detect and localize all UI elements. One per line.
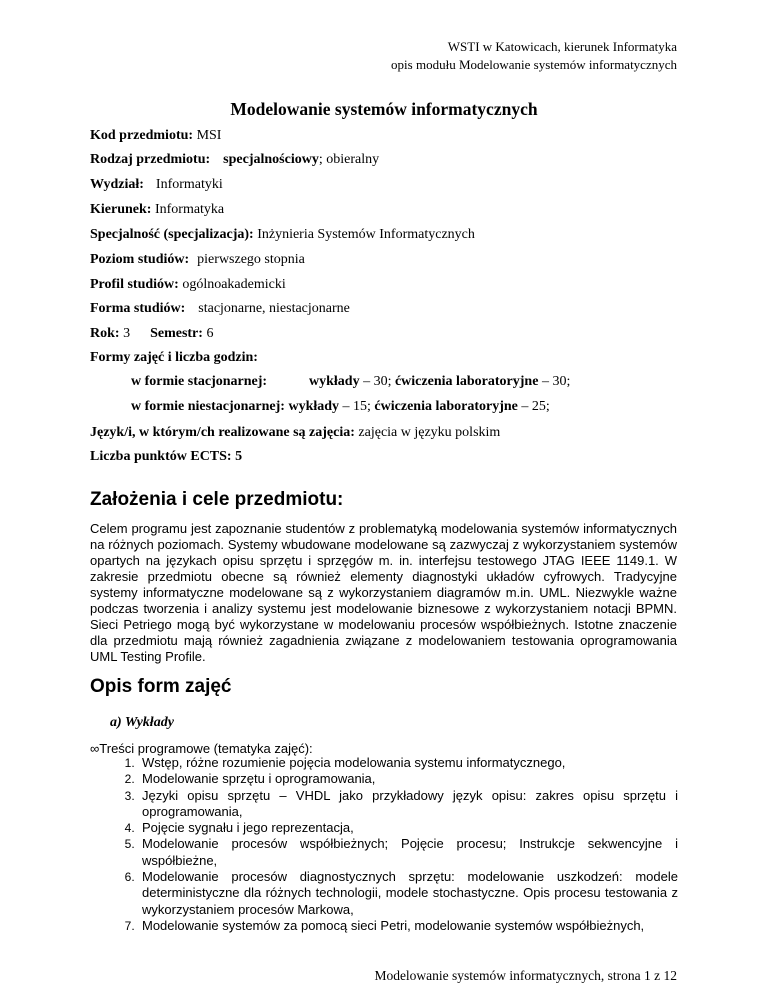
niestacjonarne-wyklady-label: wykłady	[288, 399, 340, 414]
field-specjalnosc-label: Specjalność (specjalizacja):	[90, 227, 254, 242]
field-wydzial	[90, 176, 223, 194]
section-forms-heading: Opis form zajęć	[90, 676, 232, 697]
field-rok-label: Rok:	[90, 326, 120, 341]
field-poziom	[90, 251, 305, 269]
topics-bullet	[90, 741, 313, 756]
field-forma-label: Forma studiów:	[90, 301, 186, 316]
field-rodzaj-value-bold: specjalnościowy	[223, 152, 319, 167]
header-line-1: WSTI w Katowicach, kierunek Informatyka	[447, 39, 677, 54]
field-jezyk	[90, 424, 500, 442]
field-ects	[90, 448, 242, 466]
topics-list	[90, 755, 678, 934]
list-item: 3. Języki opisu sprzętu – VHDL jako przykładowy język opisu: zakres opisu sprzętu i oprogramowania,	[138, 788, 678, 821]
field-rodzaj	[90, 151, 379, 169]
field-ects-value: 5	[235, 449, 243, 464]
field-jezyk-label: Język/i, w którym/ch realizowane są zajęcia:	[90, 425, 355, 440]
infinity-bullet-icon: ∞	[90, 741, 100, 756]
field-rok-value: 3	[123, 326, 131, 341]
list-item: 7. Modelowanie systemów za pomocą sieci Petri, modelowanie systemów współbieżnych,	[138, 918, 678, 934]
field-semestr-label: Semestr:	[150, 326, 203, 341]
niestacjonarne-wyklady-value: 15	[353, 399, 368, 414]
field-kierunek-label: Kierunek:	[90, 202, 152, 217]
field-jezyk-value: zajęcia w języku polskim	[358, 425, 501, 440]
field-ects-label: Liczba punktów ECTS:	[90, 449, 232, 464]
field-kierunek	[90, 201, 224, 219]
stacjonarne-cwiczenia-label: ćwiczenia laboratoryjne	[394, 374, 539, 389]
field-forma	[90, 300, 350, 318]
page-footer: Modelowanie systemów informatycznych, strona 1 z 12	[374, 968, 677, 983]
stacjonarne-cwiczenia-value: 30	[552, 374, 567, 389]
section-goals-text: Celem programu jest zapoznanie studentów z problematyką modelowania systemów informatycznych na różnych poziomach. Systemy wbudowane modelowane są zazwyczaj z wykorzystaniem systemów opartych na językach opisu sprzętu i sprzęgów m. in. interfejsu testowego JTAG IEEE 1149.1. W zakresie przedmiotu obecne są również elementy diagnostyki układów cyfrowych. Tradycyjne systemy informatyczne modelowane są z wykorzystaniem diagramów m.in. UML. Niezwykle ważne podczas tworzenia i analizy systemu jest modelowanie biznesowe z wykorzystaniem notacji BPMN. Sieci Petriego mogą być wykorzystane w modelowaniu procesów współbieżnych. Istotne znaczenie dla przedmiotu mają również zagadnienia związane z modelowaniem testowania oprogramowania UML Testing Profile.	[90, 521, 677, 664]
section-forms-subheading: a) Wykłady	[110, 715, 174, 730]
field-wydzial-value: Informatyki	[155, 177, 223, 192]
stacjonarne-label: w formie stacjonarnej:	[131, 374, 268, 389]
field-poziom-value: pierwszego stopnia	[197, 252, 305, 267]
field-poziom-label: Poziom studiów:	[90, 252, 190, 267]
list-item: 2. Modelowanie sprzętu i oprogramowania,	[138, 771, 678, 787]
niestacjonarne-cwiczenia-value: 25	[531, 399, 546, 414]
field-specjalnosc-value: Inżynieria Systemów Informatycznych	[257, 227, 475, 242]
stacjonarne-wyklady-value: 30	[373, 374, 388, 389]
formy-niestacjonarne-row: w formie niestacjonarnej: wykłady – 15; ćwiczenia laboratoryjne – 25;	[131, 399, 550, 414]
list-item: 6. Modelowanie procesów diagnostycznych sprzętu: modelowanie uszkodzeń: modele deterministyczne dla różnych technologii, modele stochastyczne. Opis procesu testowania z wykorzystaniem procesów Markowa,	[138, 869, 678, 918]
field-profil	[90, 276, 286, 294]
formy-stacjonarne-row: w formie stacjonarnej: wykłady – 30; ćwiczenia laboratoryjne – 30;	[131, 374, 571, 389]
topics-bullet-text: Treści programowe (tematyka zajęć):	[99, 741, 313, 756]
section-goals-heading: Założenia i cele przedmiotu:	[90, 489, 344, 510]
field-kod-label: Kod przedmiotu:	[90, 128, 194, 143]
list-item: 5. Modelowanie procesów współbieżnych; Pojęcie procesu; Instrukcje sekwencyjne i współbieżne,	[138, 836, 678, 869]
niestacjonarne-cwiczenia-label: ćwiczenia laboratoryjne	[374, 399, 518, 414]
field-semestr-value: 6	[206, 326, 214, 341]
field-specjalnosc	[90, 226, 475, 244]
field-kierunek-value: Informatyka	[154, 202, 225, 217]
field-profil-label: Profil studiów:	[90, 277, 179, 292]
field-rodzaj-value-rest: ; obieralny	[318, 152, 380, 167]
field-kod-value: MSI	[196, 128, 222, 143]
page-header	[391, 38, 677, 74]
field-profil-value: ogólnoakademicki	[182, 277, 286, 292]
header-line-2: opis modułu Modelowanie systemów informatycznych	[391, 57, 677, 72]
list-item: 4. Pojęcie sygnału i jego reprezentacja,	[138, 820, 678, 836]
stacjonarne-wyklady-label: wykłady	[309, 374, 360, 389]
field-rok-semestr	[90, 325, 213, 343]
field-rodzaj-label: Rodzaj przedmiotu:	[90, 152, 211, 167]
document-title: Modelowanie systemów informatycznych	[230, 99, 538, 119]
field-wydzial-label: Wydział:	[90, 177, 144, 192]
field-forma-value: stacjonarne, niestacjonarne	[198, 301, 350, 316]
field-kod	[90, 127, 221, 145]
list-item: 1. Wstęp, różne rozumienie pojęcia modelowania systemu informatycznego,	[138, 755, 678, 771]
formy-heading: Formy zajęć i liczba godzin:	[90, 350, 258, 365]
niestacjonarne-label: w formie niestacjonarnej:	[131, 399, 285, 414]
field-formy-label	[90, 349, 258, 367]
